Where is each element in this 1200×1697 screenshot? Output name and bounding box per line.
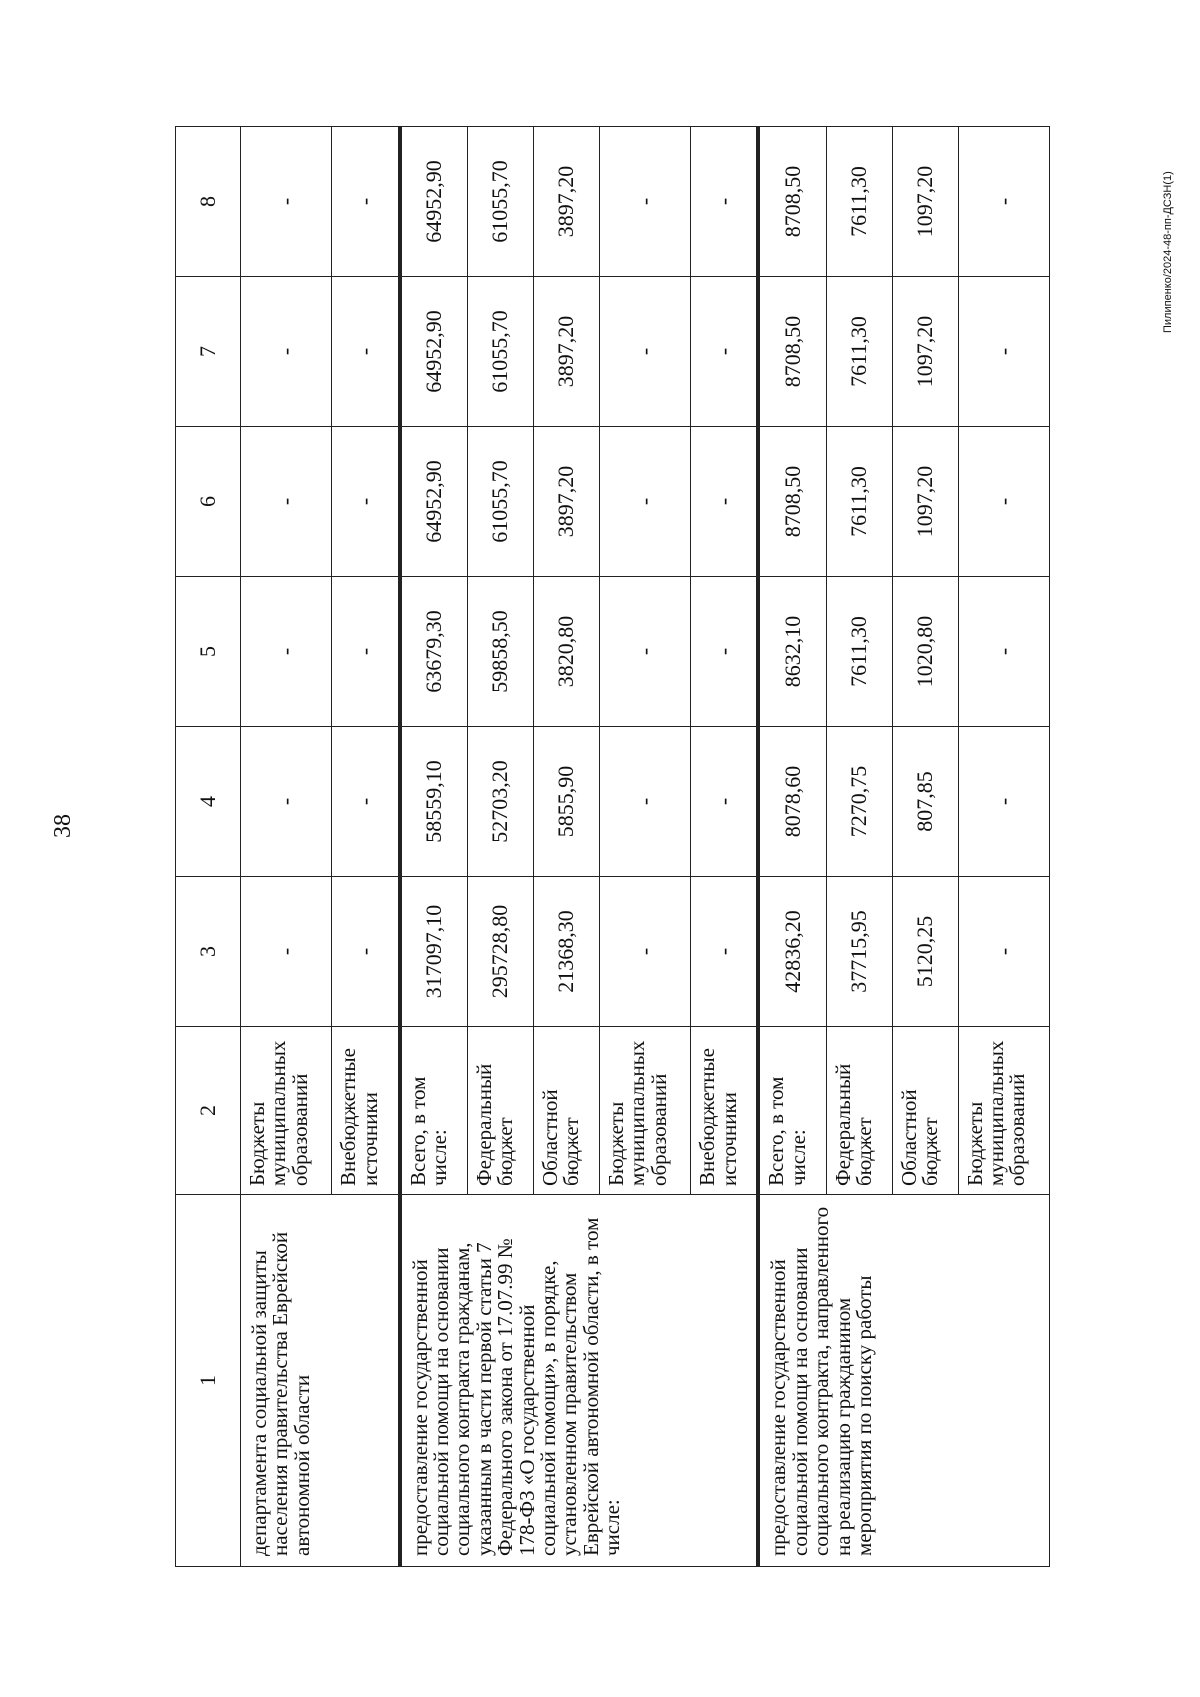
amount-cell: 64952,90 bbox=[400, 127, 468, 277]
amount-cell: 42836,20 bbox=[758, 877, 826, 1027]
amount-cell: 3897,20 bbox=[533, 127, 599, 277]
amount-cell: 5120,25 bbox=[892, 877, 958, 1027]
funding-source: Областной бюджет bbox=[533, 1027, 599, 1195]
amount-cell: 59858,50 bbox=[467, 577, 533, 727]
amount-cell: 807,85 bbox=[892, 727, 958, 877]
amount-cell: - bbox=[241, 577, 332, 727]
amount-cell: - bbox=[599, 727, 690, 877]
table-row bbox=[758, 127, 826, 1567]
amount-cell: - bbox=[332, 427, 400, 577]
amount-cell: 61055,70 bbox=[467, 427, 533, 577]
amount-cell: 7611,30 bbox=[826, 277, 892, 427]
amount-cell: 7611,30 bbox=[826, 427, 892, 577]
amount-cell: 1097,20 bbox=[892, 127, 958, 277]
amount-cell: 63679,30 bbox=[400, 577, 468, 727]
amount-cell: - bbox=[332, 577, 400, 727]
page-number: 38 bbox=[50, 814, 76, 838]
amount-cell: - bbox=[241, 127, 332, 277]
amount-cell: - bbox=[691, 427, 759, 577]
amount-cell: - bbox=[241, 877, 332, 1027]
amount-cell: 1097,20 bbox=[892, 427, 958, 577]
amount-cell: 64952,90 bbox=[400, 277, 468, 427]
amount-cell: 8078,60 bbox=[758, 727, 826, 877]
header-cell: 1 bbox=[176, 1195, 241, 1567]
rotated-table-container bbox=[175, 127, 1050, 1567]
funding-source: Бюджеты муниципальных образований bbox=[599, 1027, 690, 1195]
amount-cell: - bbox=[691, 127, 759, 277]
amount-cell: - bbox=[691, 727, 759, 877]
amount-cell: 61055,70 bbox=[467, 277, 533, 427]
amount-cell: 8708,50 bbox=[758, 127, 826, 277]
amount-cell: 7611,30 bbox=[826, 127, 892, 277]
measure-description: департамента социальной защиты населения правительства Еврейской автономной области bbox=[241, 1195, 400, 1567]
amount-cell: 8632,10 bbox=[758, 577, 826, 727]
amount-cell: - bbox=[332, 877, 400, 1027]
amount-cell: - bbox=[599, 127, 690, 277]
amount-cell: 1097,20 bbox=[892, 277, 958, 427]
funding-source: Федеральный бюджет bbox=[826, 1027, 892, 1195]
amount-cell: 61055,70 bbox=[467, 127, 533, 277]
table-body bbox=[241, 127, 1050, 1567]
amount-cell: - bbox=[691, 877, 759, 1027]
header-cell: 6 bbox=[176, 427, 241, 577]
amount-cell: - bbox=[958, 427, 1049, 577]
amount-cell: 21368,30 bbox=[533, 877, 599, 1027]
funding-source: Всего, в том числе: bbox=[400, 1027, 468, 1195]
funding-source: Внебюджетные источники bbox=[332, 1027, 400, 1195]
amount-cell: - bbox=[691, 277, 759, 427]
amount-cell: - bbox=[599, 877, 690, 1027]
amount-cell: 1020,80 bbox=[892, 577, 958, 727]
header-row bbox=[176, 127, 241, 1567]
amount-cell: - bbox=[599, 577, 690, 727]
amount-cell: 295728,80 bbox=[467, 877, 533, 1027]
footer-code: Пилипенко/2024-48-пп-ДСЗН(1) bbox=[1162, 171, 1174, 333]
header-cell: 5 bbox=[176, 577, 241, 727]
header-cell: 8 bbox=[176, 127, 241, 277]
table-row bbox=[400, 127, 468, 1567]
header-cell: 4 bbox=[176, 727, 241, 877]
amount-cell: - bbox=[241, 427, 332, 577]
measure-description: предоставление государственной социальной помощи на основании социального контракта гражданам, указанным в части первой статьи 7 Федерального закона от 17.07.99 № 178-ФЗ «О государственной социальной помощи», в порядке, установленном правительством Еврейской автономной области, в том числе: bbox=[400, 1195, 759, 1567]
amount-cell: 58559,10 bbox=[400, 727, 468, 877]
amount-cell: 8708,50 bbox=[758, 427, 826, 577]
funding-source: Федеральный бюджет bbox=[467, 1027, 533, 1195]
funding-source: Областной бюджет bbox=[892, 1027, 958, 1195]
amount-cell: 7270,75 bbox=[826, 727, 892, 877]
amount-cell: 64952,90 bbox=[400, 427, 468, 577]
header-cell: 2 bbox=[176, 1027, 241, 1195]
amount-cell: 8708,50 bbox=[758, 277, 826, 427]
amount-cell: 37715,95 bbox=[826, 877, 892, 1027]
amount-cell: - bbox=[599, 277, 690, 427]
amount-cell: 3820,80 bbox=[533, 577, 599, 727]
header-cell: 3 bbox=[176, 877, 241, 1027]
table-row bbox=[241, 127, 332, 1567]
amount-cell: - bbox=[599, 427, 690, 577]
amount-cell: - bbox=[241, 277, 332, 427]
amount-cell: - bbox=[958, 127, 1049, 277]
amount-cell: - bbox=[958, 877, 1049, 1027]
budget-table bbox=[175, 126, 1050, 1567]
amount-cell: 52703,20 bbox=[467, 727, 533, 877]
amount-cell: 5855,90 bbox=[533, 727, 599, 877]
funding-source: Внебюджетные источники bbox=[691, 1027, 759, 1195]
amount-cell: 3897,20 bbox=[533, 277, 599, 427]
funding-source: Бюджеты муниципальных образований bbox=[241, 1027, 332, 1195]
header-cell: 7 bbox=[176, 277, 241, 427]
amount-cell: - bbox=[958, 277, 1049, 427]
measure-description: предоставление государственной социальной помощи на основании социального контракта, направленного на реализацию гражданином мероприятия по поиску работы bbox=[758, 1195, 1049, 1567]
amount-cell: - bbox=[958, 727, 1049, 877]
amount-cell: 7611,30 bbox=[826, 577, 892, 727]
amount-cell: - bbox=[332, 127, 400, 277]
amount-cell: - bbox=[958, 577, 1049, 727]
amount-cell: - bbox=[691, 577, 759, 727]
funding-source: Бюджеты муниципальных образований bbox=[958, 1027, 1049, 1195]
amount-cell: - bbox=[332, 277, 400, 427]
amount-cell: - bbox=[241, 727, 332, 877]
amount-cell: 3897,20 bbox=[533, 427, 599, 577]
funding-source: Всего, в том числе: bbox=[758, 1027, 826, 1195]
amount-cell: 317097,10 bbox=[400, 877, 468, 1027]
amount-cell: - bbox=[332, 727, 400, 877]
